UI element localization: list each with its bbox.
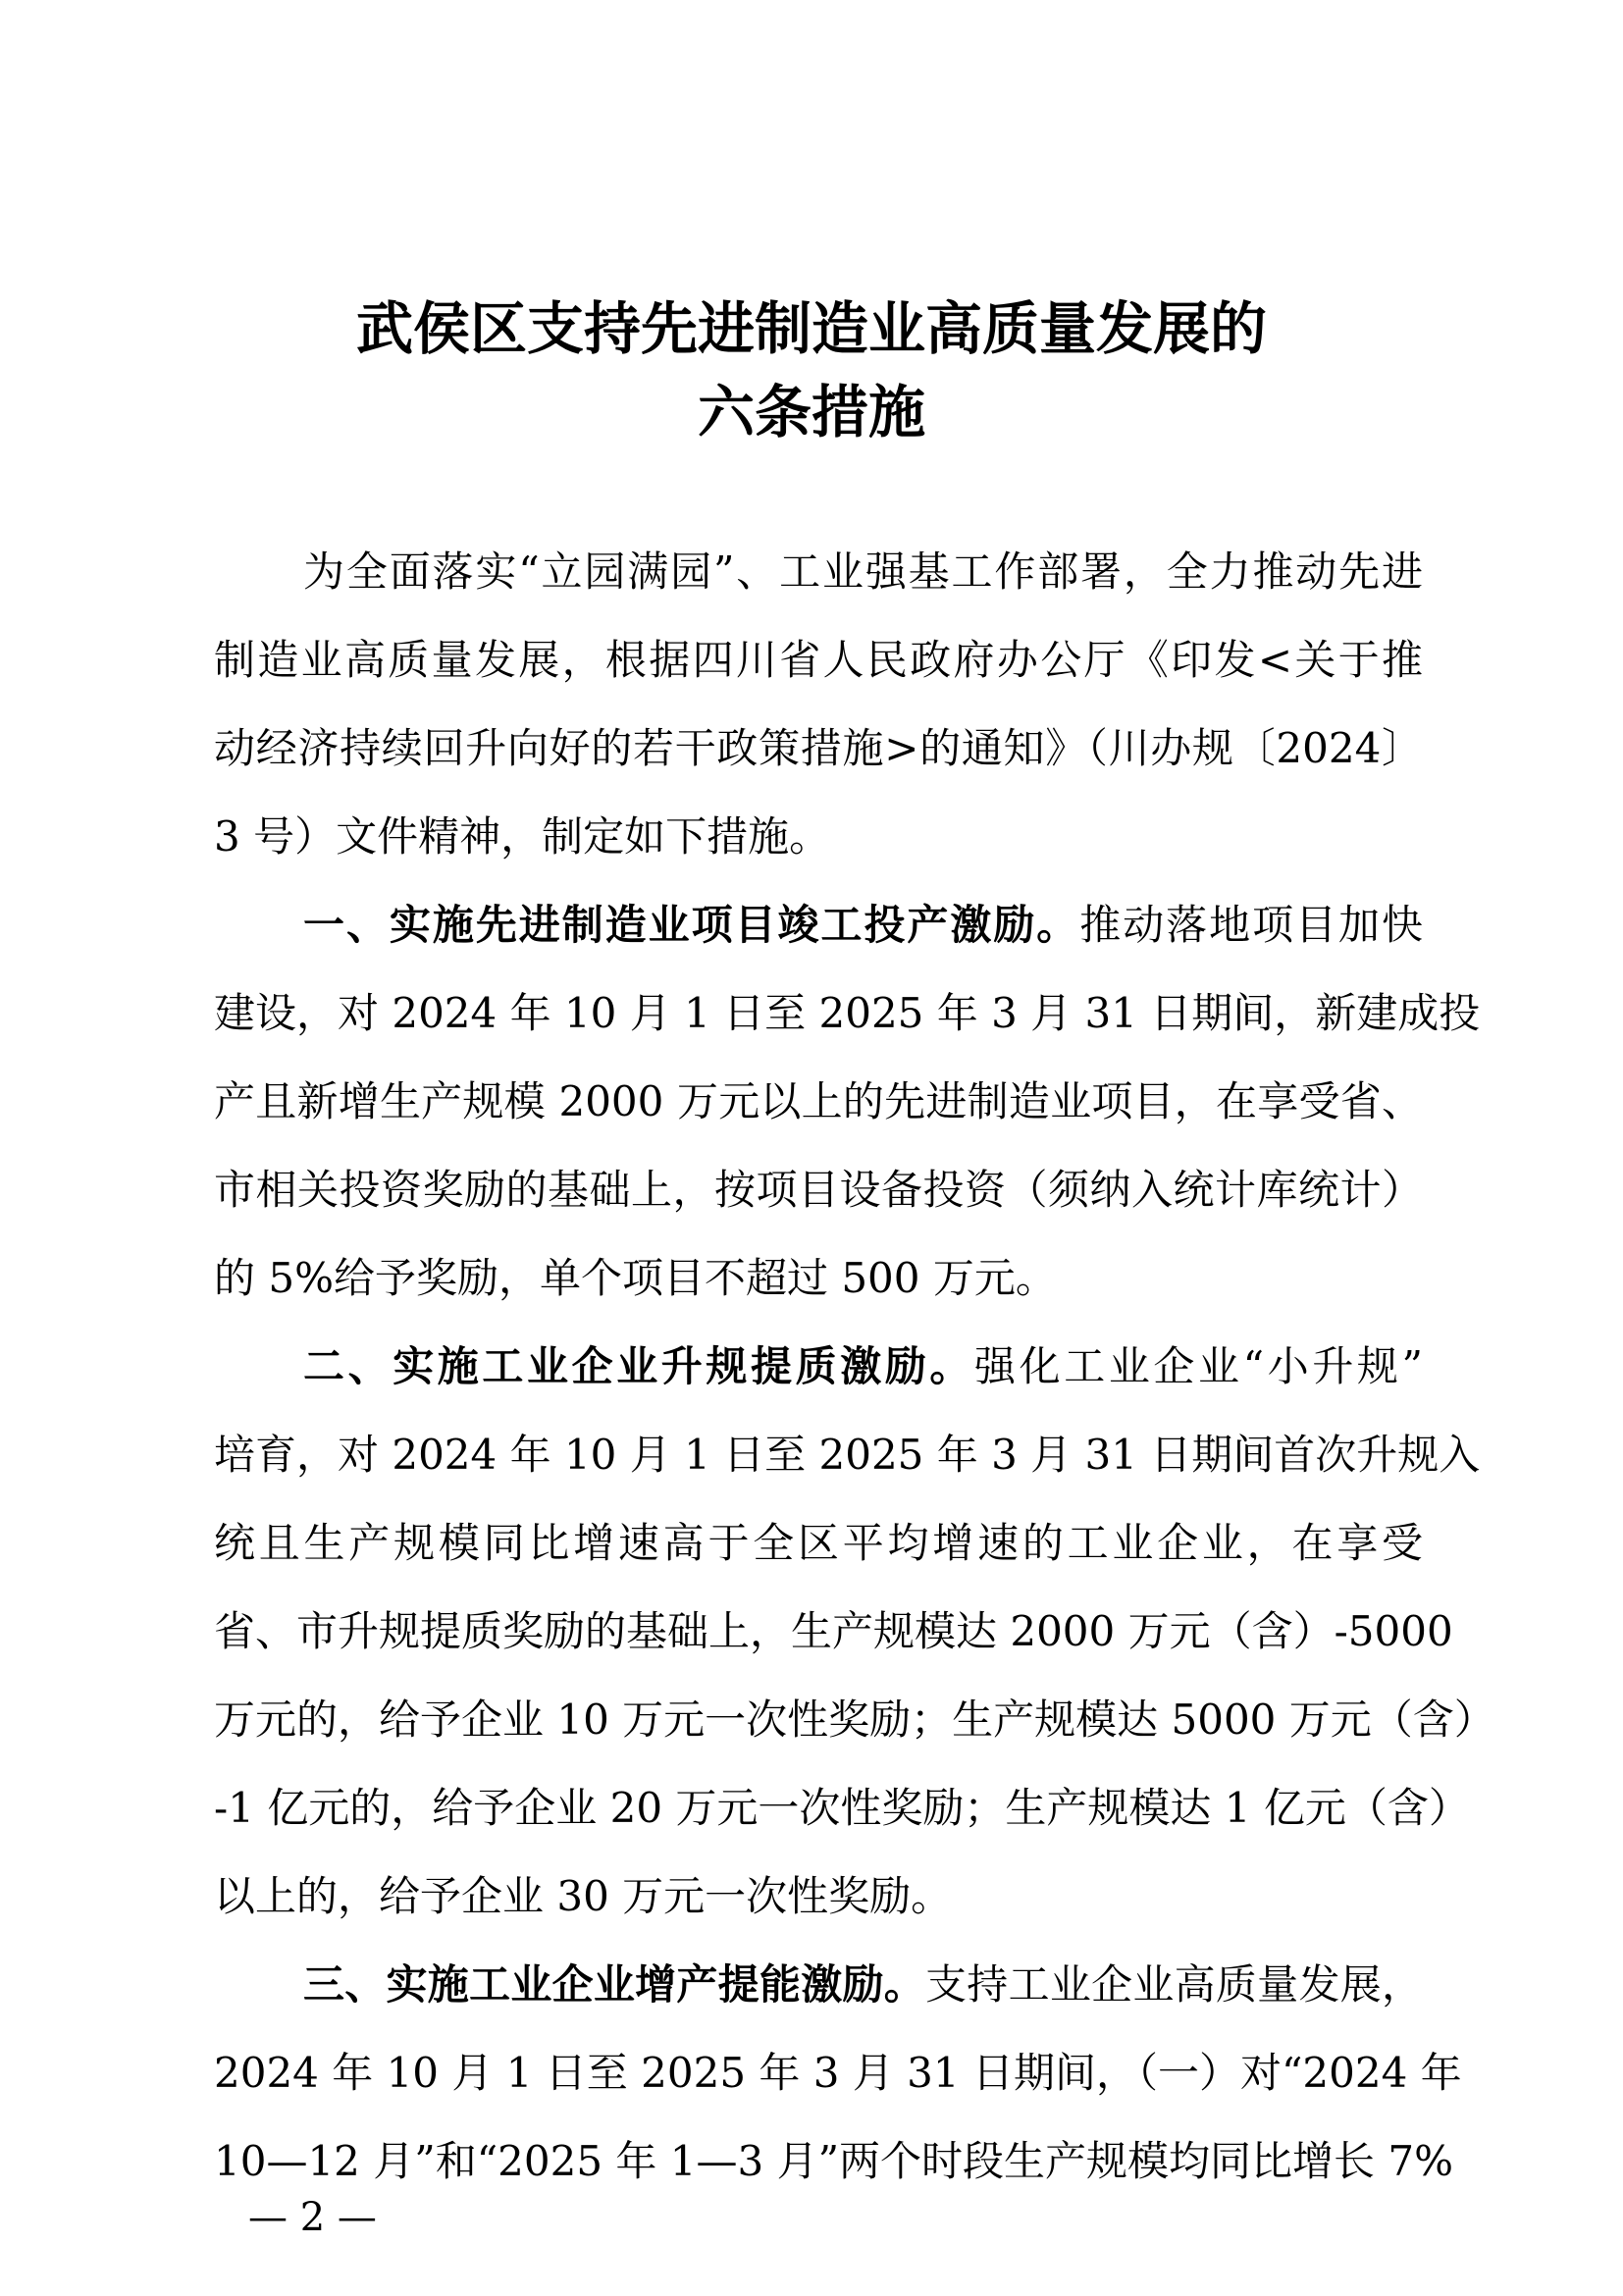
title-line-1: 武侯区支持先进制造业高质量发展的 <box>355 295 1267 362</box>
measure-1-first-text: 推动落地项目加快 <box>1079 901 1423 949</box>
measure-1-line: 的 5%给予奖励，单个项目不超过 500 万元。 <box>214 1254 1057 1302</box>
measure-1-first-line <box>303 896 1423 955</box>
measure-2-first-text: 强化工业企业“小升规” <box>974 1342 1423 1390</box>
measure-1-line: 市相关投资奖励的基础上，按项目设备投资（须纳入统计库统计） <box>214 1166 1423 1214</box>
measure-2-line: 培育，对 2024 年 10 月 1 日至 2025 年 3 月 31 日期间首次升规入 <box>214 1431 1481 1479</box>
measure-1-line: 产且新增生产规模 2000 万元以上的先进制造业项目，在享受省、 <box>214 1077 1423 1125</box>
intro-line: 为全面落实“立园满园”、工业强基工作部署，全力推动先进 <box>303 548 1423 596</box>
measure-3-line: 2024 年 10 月 1 日至 2025 年 3 月 31 日期间，（一）对“2024 年 <box>214 2049 1462 2097</box>
measure-2-heading: 二、实施工业企业升规提质激励。 <box>303 1342 975 1390</box>
measure-1-heading: 一、实施先进制造业项目竣工投产激励。 <box>303 901 1080 949</box>
intro-line: 动经济持续回升向好的若干政策措施>的通知》（川办规〔2024〕 <box>214 724 1423 772</box>
measure-3-line: 10—12 月”和“2025 年 1—3 月”两个时段生产规模均同比增长 7% <box>214 2137 1454 2185</box>
measure-2-line: 省、市升规提质奖励的基础上，生产规模达 2000 万元（含）-5000 <box>214 1607 1453 1655</box>
measure-3-heading: 三、实施工业企业增产提能激励。 <box>303 1960 926 2009</box>
intro-line: 3 号）文件精神，制定如下措施。 <box>214 812 831 861</box>
measure-1-line: 建设，对 2024 年 10 月 1 日至 2025 年 3 月 31 日期间，新建成投 <box>214 989 1481 1037</box>
measure-2-line: 以上的，给予企业 30 万元一次性奖励。 <box>214 1872 953 1920</box>
measure-2-line: 统且生产规模同比增速高于全区平均增速的工业企业，在享受 <box>214 1519 1423 1567</box>
intro-line: 制造业高质量发展，根据四川省人民政府办公厅《印发<关于推 <box>214 636 1423 684</box>
measure-3-first-text: 支持工业企业高质量发展， <box>925 1960 1423 2009</box>
measure-3-first-line <box>303 1956 1423 2014</box>
measure-2-line: 万元的，给予企业 10 万元一次性奖励；生产规模达 5000 万元（含） <box>214 1696 1495 1744</box>
measure-2-first-line <box>303 1337 1423 1396</box>
title-line-2: 六条措施 <box>697 379 925 445</box>
page-number: — 2 — <box>248 2195 377 2240</box>
measure-2-line: -1 亿元的，给予企业 20 万元一次性奖励；生产规模达 1 亿元（含） <box>214 1784 1470 1832</box>
